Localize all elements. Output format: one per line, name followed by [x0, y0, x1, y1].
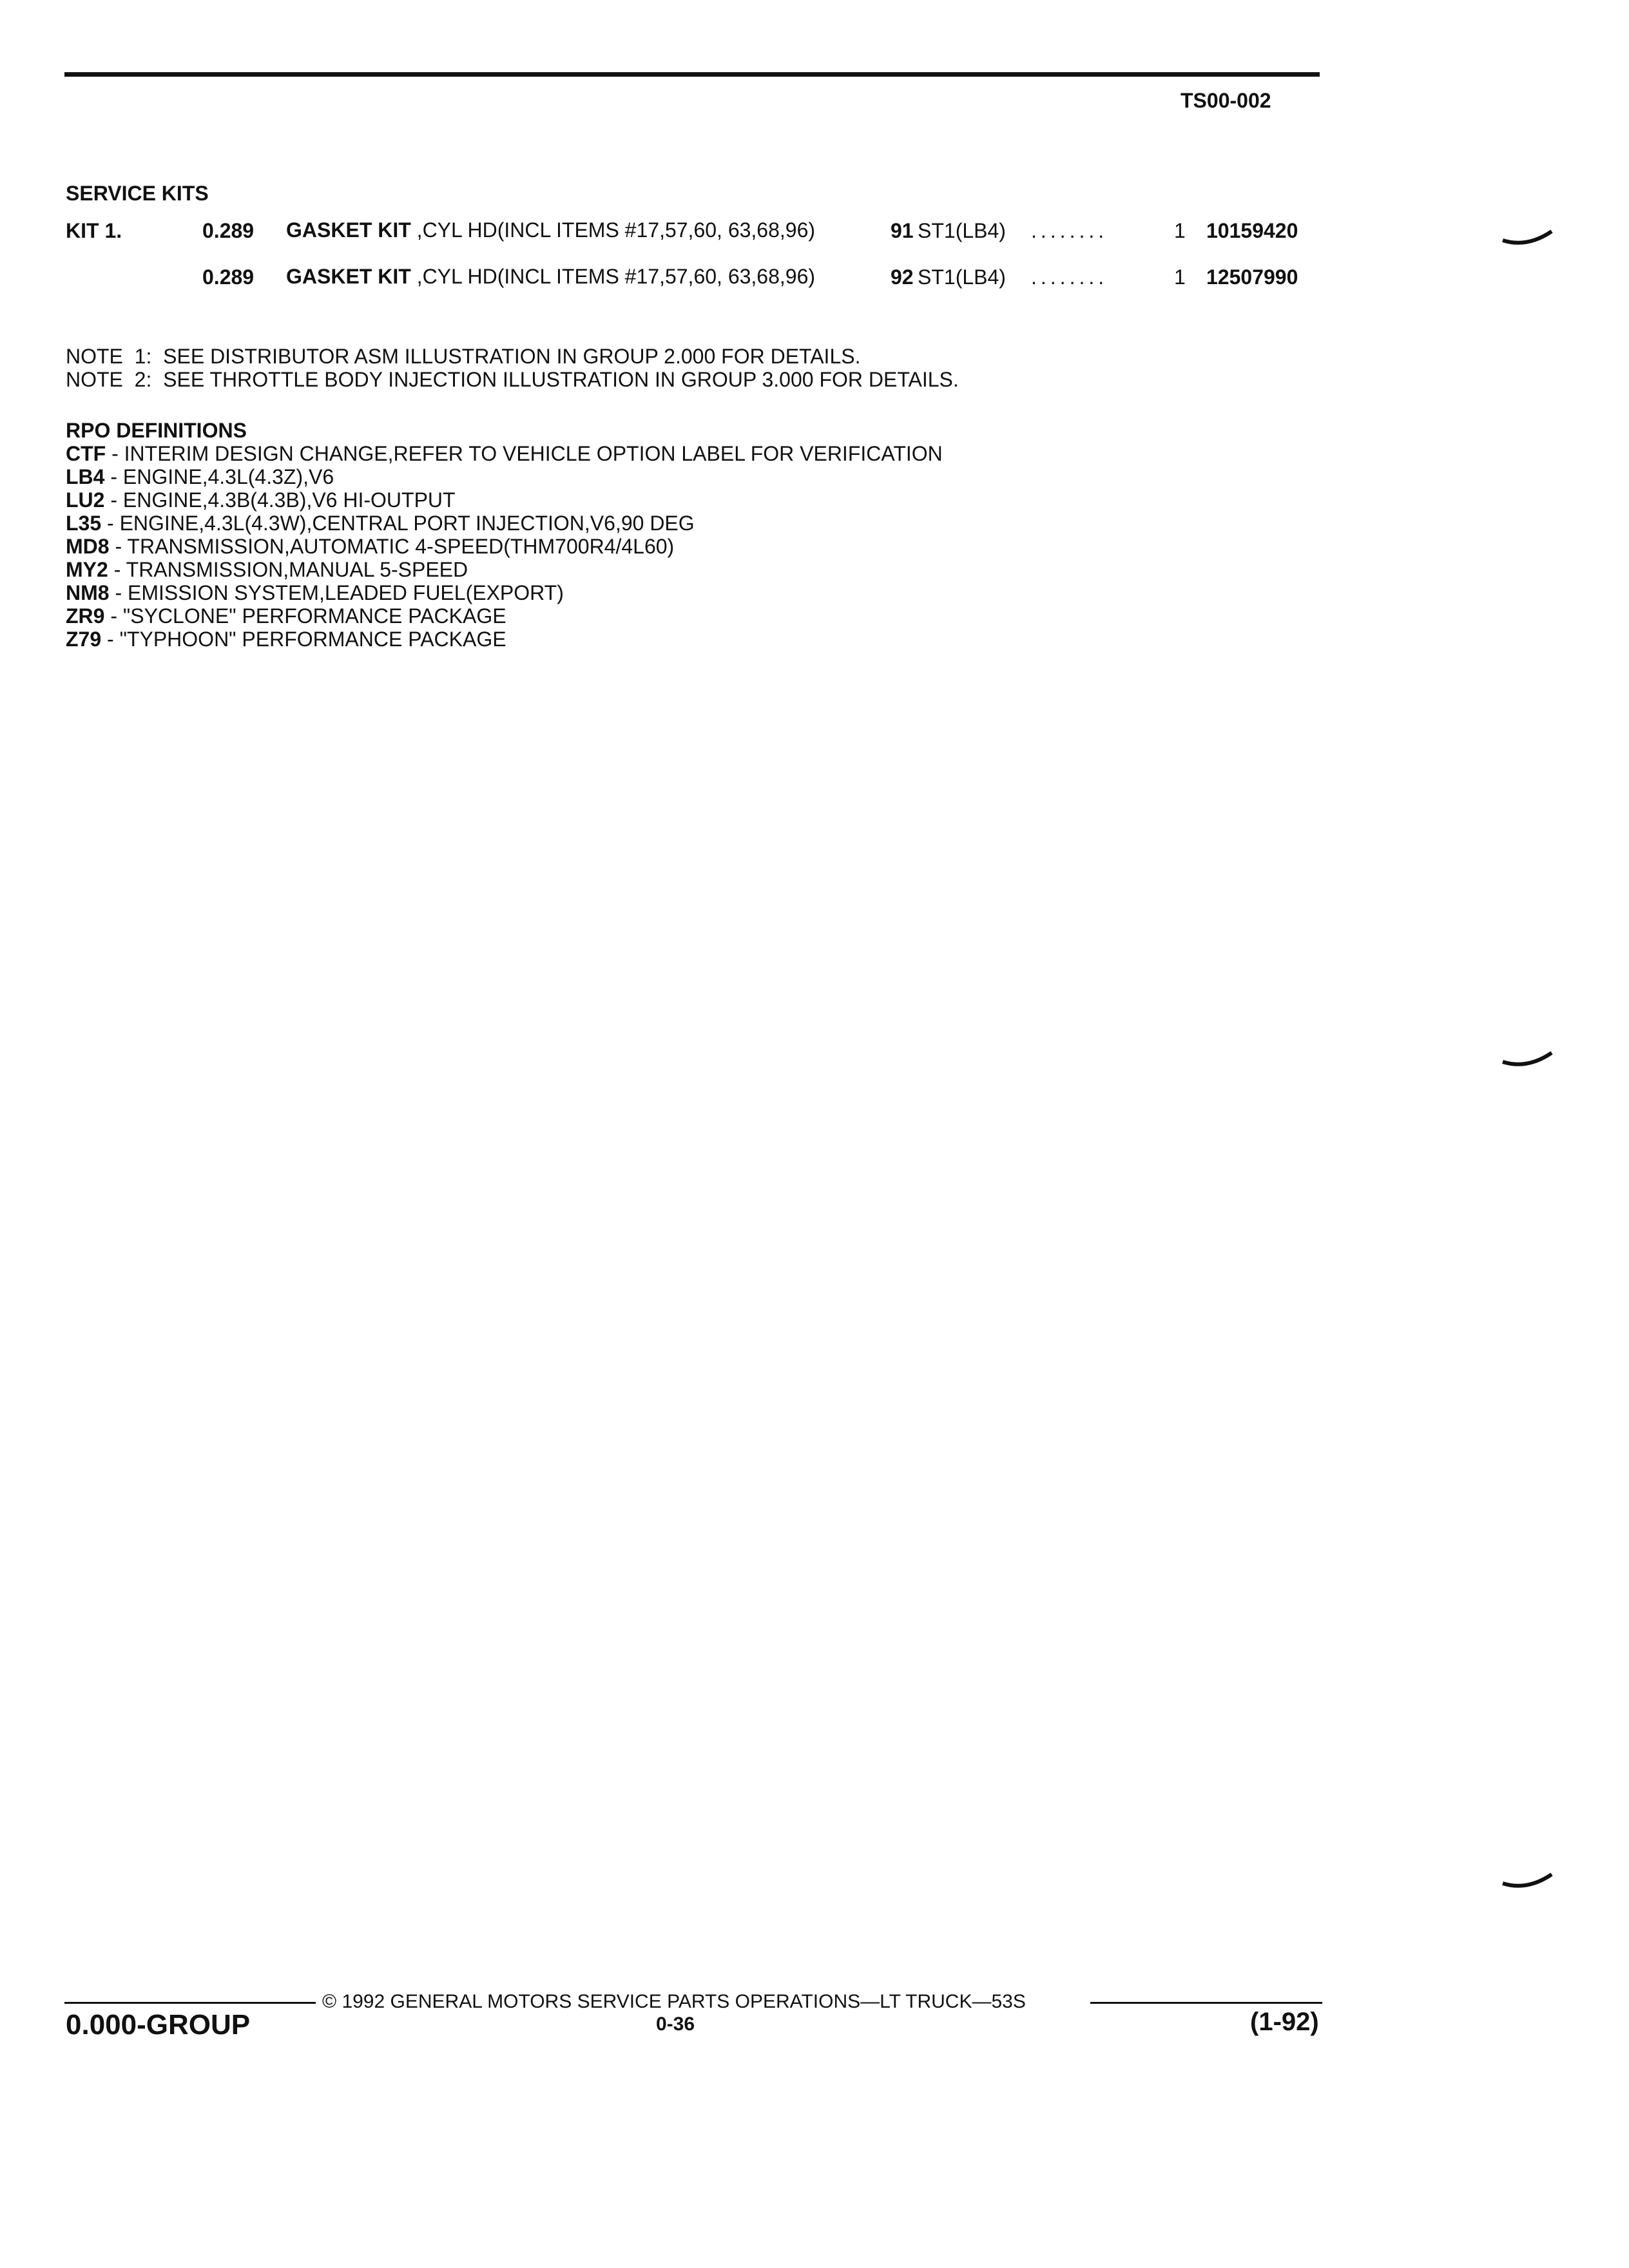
- rpo-title: RPO DEFINITIONS: [66, 419, 247, 442]
- kit-row: [66, 265, 1329, 312]
- rpo-text: - INTERIM DESIGN CHANGE,REFER TO VEHICLE OPTION LABEL FOR VERIFICATION: [106, 442, 943, 465]
- kit-count: 1: [1174, 265, 1186, 289]
- footer-date: (1-92): [1250, 2008, 1319, 2036]
- rpo-text: - ENGINE,4.3L(4.3W),CENTRAL PORT INJECTION,V6,90 DEG: [101, 512, 695, 535]
- footer-page-number: 0-36: [656, 2013, 695, 2035]
- kit-year: 91: [891, 219, 914, 242]
- kit-description-detail: ,CYL HD(INCL ITEMS #17,57,60, 63,68,96): [410, 265, 816, 288]
- kit-count: 1: [1174, 219, 1186, 242]
- rpo-item: [66, 558, 943, 581]
- note-line: NOTE 2: SEE THROTTLE BODY INJECTION ILLUSTRATION IN GROUP 3.000 FOR DETAILS.: [66, 368, 959, 391]
- document-code: TS00-002: [1181, 89, 1271, 112]
- rpo-code: CTF: [66, 442, 106, 465]
- rpo-text: - ENGINE,4.3L(4.3Z),V6: [104, 465, 334, 488]
- kit-description: [286, 219, 853, 241]
- footer-copyright: © 1992 GENERAL MOTORS SERVICE PARTS OPERATIONS—LT TRUCK—53S: [322, 1991, 1026, 2012]
- notes-block: [66, 345, 959, 391]
- kit-label: KIT 1.: [66, 219, 122, 242]
- rpo-text: - "SYCLONE" PERFORMANCE PACKAGE: [104, 604, 506, 628]
- rpo-text: - EMISSION SYSTEM,LEADED FUEL(EXPORT): [109, 581, 564, 604]
- kit-model: ST1(LB4): [918, 265, 1006, 289]
- rpo-item: [66, 488, 943, 512]
- rpo-text: - TRANSMISSION,MANUAL 5-SPEED: [108, 558, 468, 581]
- service-kits-table: [66, 219, 1329, 312]
- footer-rule-left: [64, 2002, 316, 2004]
- rpo-item: [66, 535, 943, 558]
- rpo-text: - ENGINE,4.3B(4.3B),V6 HI-OUTPUT: [104, 488, 456, 512]
- rpo-code: MD8: [66, 535, 110, 558]
- rpo-item: [66, 465, 943, 488]
- kit-leader-dots: ........: [1031, 265, 1108, 289]
- kit-description-name: GASKET KIT: [286, 265, 411, 288]
- kit-quantity: 0.289: [202, 265, 255, 289]
- footer-rule-right: [1090, 2002, 1322, 2004]
- kit-part-number: 10159420: [1206, 219, 1298, 242]
- rpo-item: [66, 628, 943, 651]
- rpo-definitions: [66, 419, 943, 651]
- rpo-code: MY2: [66, 558, 108, 581]
- binder-mark-icon: [1501, 1872, 1553, 1891]
- rpo-code: LU2: [66, 488, 105, 512]
- kit-description: [286, 265, 853, 287]
- rpo-code: LB4: [66, 465, 105, 488]
- kit-model: ST1(LB4): [918, 219, 1006, 242]
- rpo-text: - TRANSMISSION,AUTOMATIC 4-SPEED(THM700R4/4L60): [109, 535, 675, 558]
- service-kits-title: SERVICE KITS: [66, 182, 209, 205]
- kit-quantity: 0.289: [202, 219, 255, 242]
- kit-year: 92: [891, 265, 914, 289]
- binder-mark-icon: [1501, 1050, 1553, 1070]
- kit-description-name: GASKET KIT: [286, 218, 411, 242]
- binder-mark-icon: [1501, 229, 1553, 248]
- rpo-text: - "TYPHOON" PERFORMANCE PACKAGE: [101, 628, 506, 651]
- kit-description-detail: ,CYL HD(INCL ITEMS #17,57,60, 63,68,96): [410, 218, 816, 242]
- rpo-item: [66, 604, 943, 628]
- rpo-code: L35: [66, 512, 102, 535]
- rpo-item: [66, 442, 943, 465]
- top-rule: [64, 72, 1320, 77]
- rpo-item: [66, 512, 943, 535]
- footer-group-label: 0.000-GROUP: [66, 2009, 251, 2041]
- kit-part-number: 12507990: [1206, 265, 1298, 289]
- kit-row: [66, 219, 1329, 265]
- rpo-item: [66, 581, 943, 604]
- rpo-code: NM8: [66, 581, 110, 604]
- note-line: NOTE 1: SEE DISTRIBUTOR ASM ILLUSTRATION IN GROUP 2.000 FOR DETAILS.: [66, 345, 861, 368]
- rpo-code: ZR9: [66, 604, 105, 628]
- rpo-code: Z79: [66, 628, 102, 651]
- kit-leader-dots: ........: [1031, 219, 1108, 242]
